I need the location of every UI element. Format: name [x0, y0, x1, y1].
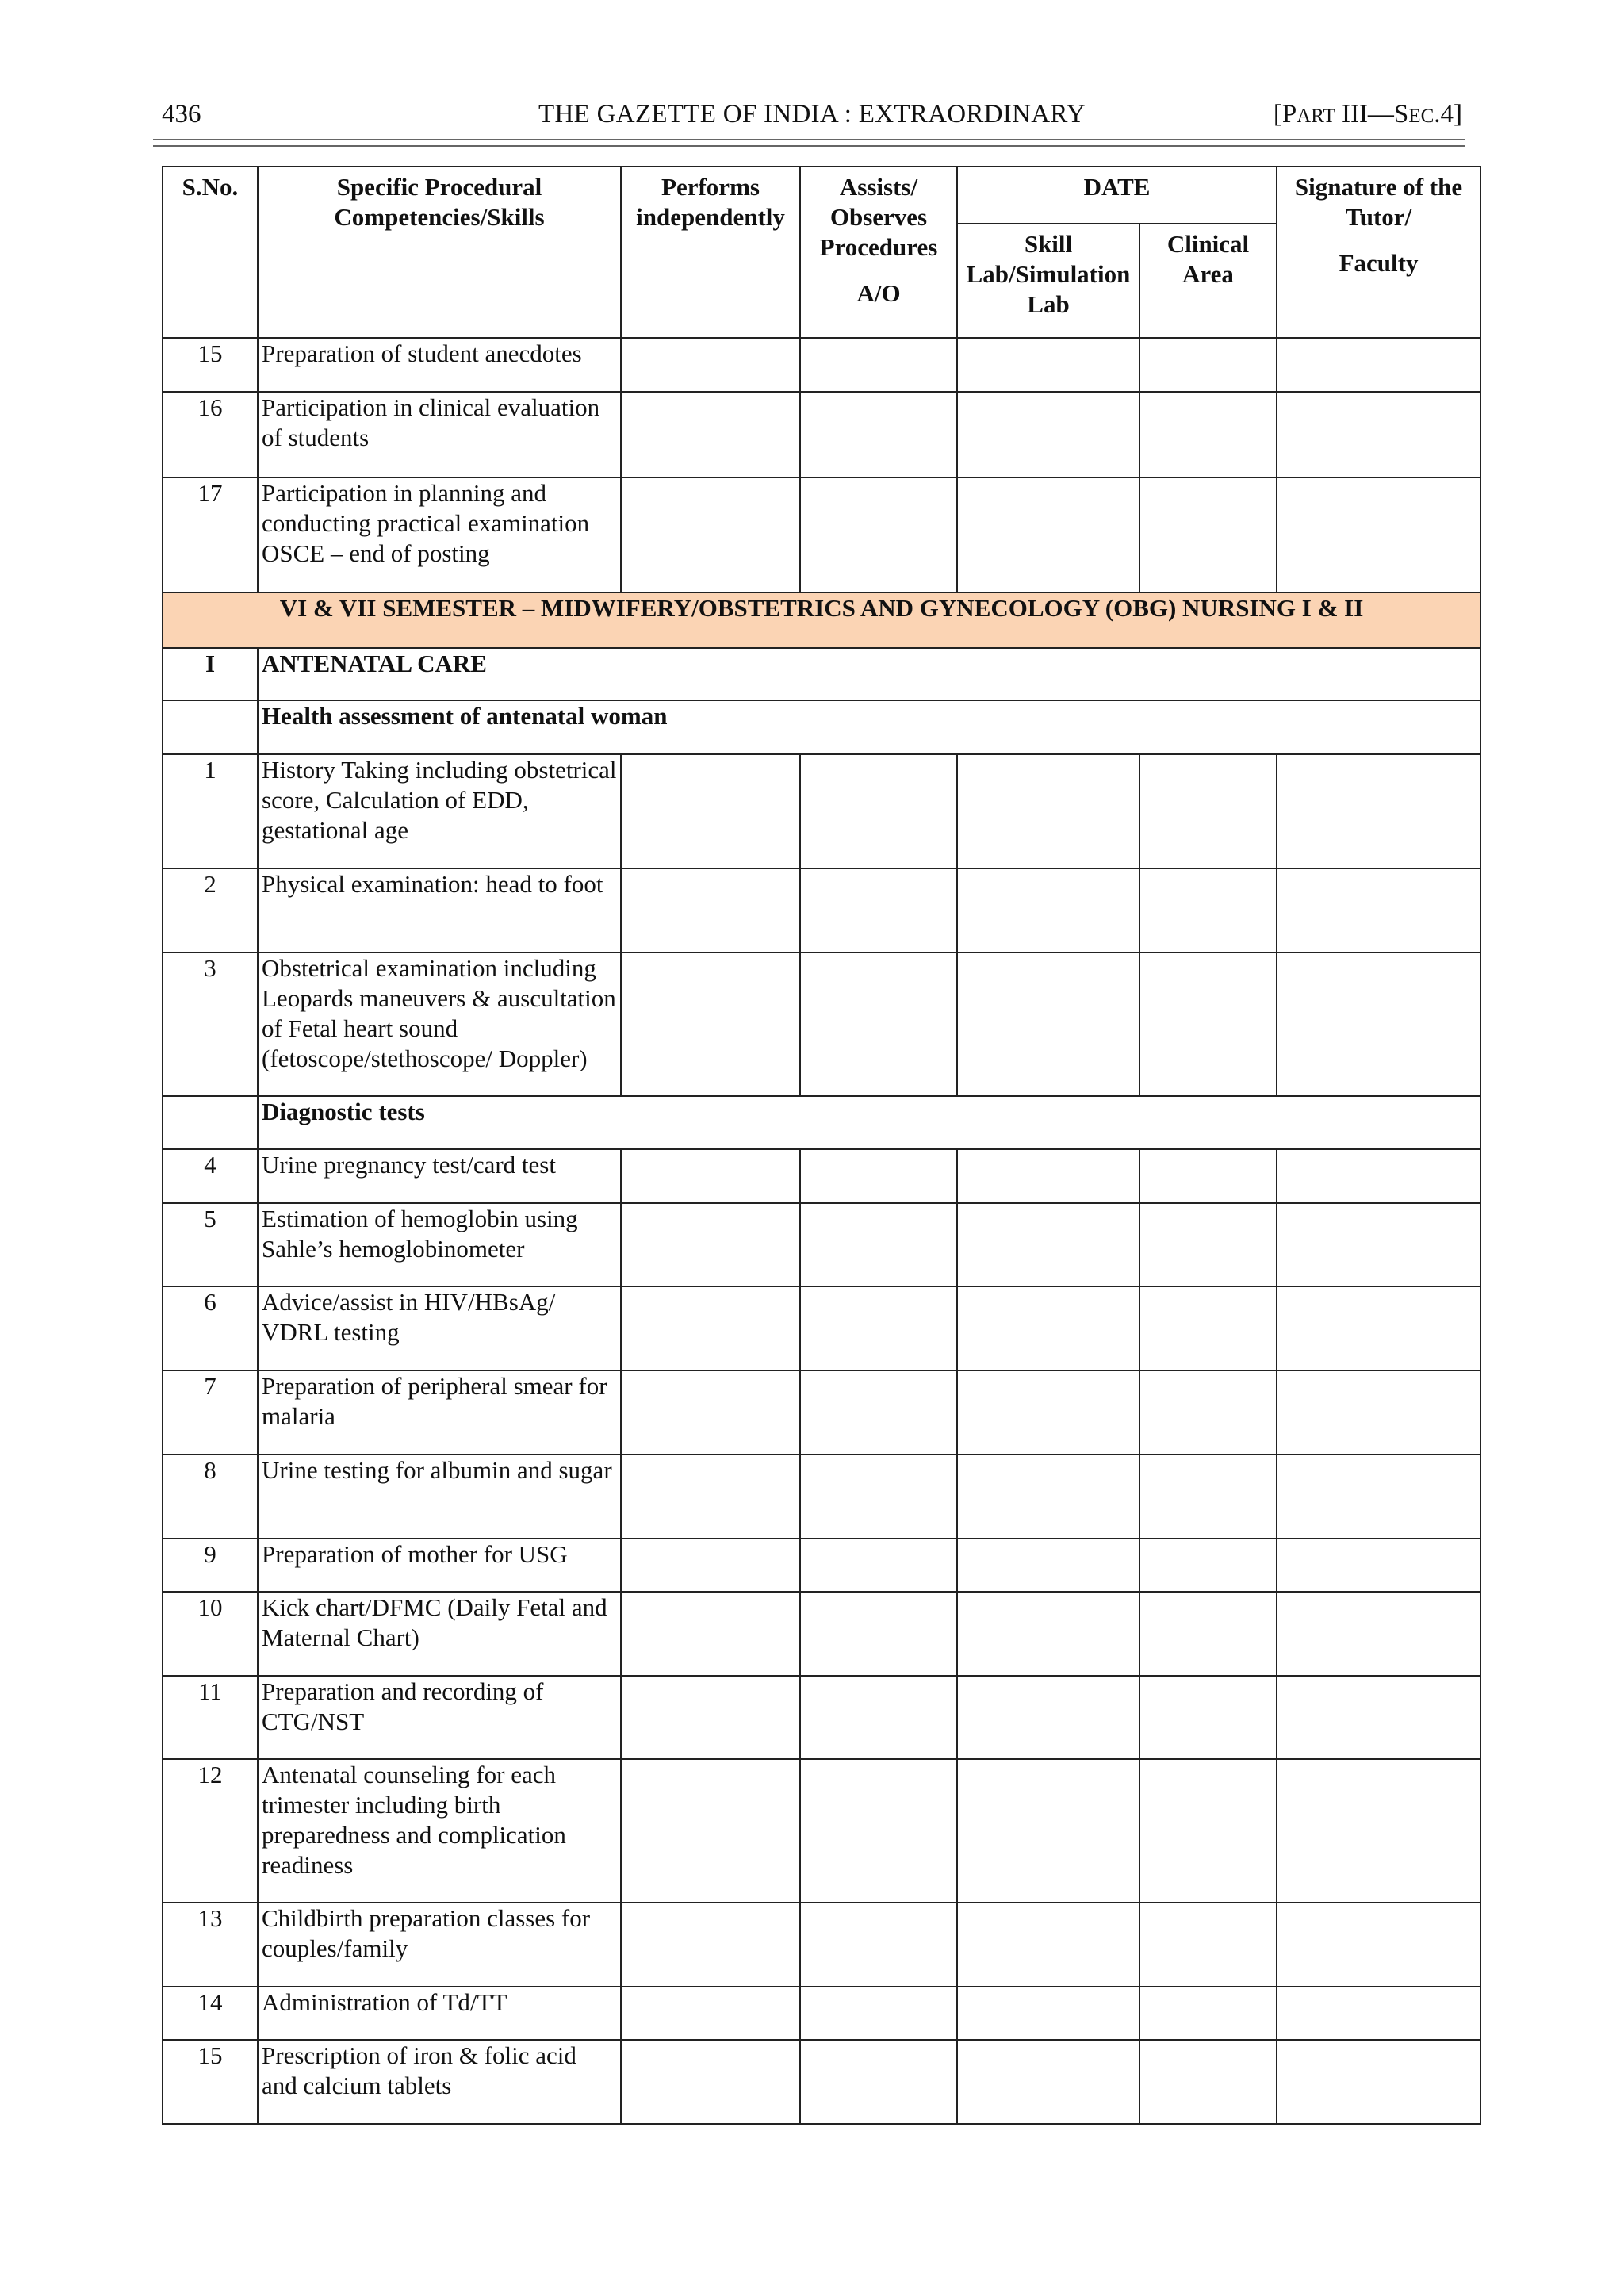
row-skill: Participation in planning and conducting practical examination OSCE – end of posting: [258, 477, 621, 592]
clinical-date-cell[interactable]: [1139, 1455, 1277, 1539]
table-row: [163, 754, 1480, 868]
assists-cell[interactable]: [800, 392, 957, 477]
assists-cell[interactable]: [800, 868, 957, 953]
table-row: [163, 338, 1480, 392]
subheading-row: [163, 700, 1480, 754]
clinical-date-cell[interactable]: [1139, 1149, 1277, 1203]
table-row: [163, 1676, 1480, 1759]
assists-cell[interactable]: [800, 338, 957, 392]
clinical-date-cell[interactable]: [1139, 338, 1277, 392]
performs-cell[interactable]: [621, 1286, 800, 1370]
assists-cell[interactable]: [800, 2040, 957, 2124]
table-row: [163, 1539, 1480, 1592]
assists-cell[interactable]: [800, 1987, 957, 2040]
row-skill: Preparation of peripheral smear for malaria: [258, 1370, 621, 1455]
signature-cell[interactable]: [1277, 754, 1480, 868]
row-skill: Estimation of hemoglobin using Sahle’s hemoglobinometer: [258, 1203, 621, 1286]
competency-table: [162, 166, 1481, 2125]
performs-cell[interactable]: [621, 1903, 800, 1987]
skill-lab-date-cell[interactable]: [957, 2040, 1139, 2124]
row-sno: 2: [163, 868, 258, 953]
subheading-row: [163, 1096, 1480, 1149]
table-row: [163, 1903, 1480, 1987]
signature-cell[interactable]: [1277, 1987, 1480, 2040]
empty-sno-cell: [163, 1096, 258, 1149]
signature-cell[interactable]: [1277, 1676, 1480, 1759]
row-sno: 7: [163, 1370, 258, 1455]
clinical-date-cell[interactable]: [1139, 953, 1277, 1096]
performs-cell[interactable]: [621, 392, 800, 477]
skill-lab-date-cell[interactable]: [957, 1455, 1139, 1539]
row-skill: Participation in clinical evaluation of students: [258, 392, 621, 477]
skill-lab-date-cell[interactable]: [957, 953, 1139, 1096]
performs-cell[interactable]: [621, 1676, 800, 1759]
table-row: [163, 1592, 1480, 1676]
assists-cell[interactable]: [800, 1149, 957, 1203]
col-clinical-header: Clinical Area: [1139, 224, 1277, 338]
row-sno: 1: [163, 754, 258, 868]
row-sno: 6: [163, 1286, 258, 1370]
clinical-date-cell[interactable]: [1139, 1370, 1277, 1455]
skill-lab-date-cell[interactable]: [957, 1759, 1139, 1903]
performs-cell[interactable]: [621, 1539, 800, 1592]
row-sno: 14: [163, 1987, 258, 2040]
table-row: [163, 1370, 1480, 1455]
subheading: Diagnostic tests: [258, 1096, 1480, 1149]
part-section-label: [PART III—SEC.4]: [1273, 100, 1462, 128]
col-skill-lab-header: Skill Lab/Simulation Lab: [957, 224, 1139, 338]
performs-cell[interactable]: [621, 1203, 800, 1286]
skill-lab-date-cell[interactable]: [957, 1987, 1139, 2040]
col-performs-header: Performs independently: [621, 167, 800, 338]
signature-cell[interactable]: [1277, 2040, 1480, 2124]
col-sno-header: S.No.: [163, 167, 258, 338]
skill-lab-date-cell[interactable]: [957, 1203, 1139, 1286]
assists-cell[interactable]: [800, 1286, 957, 1370]
clinical-date-cell[interactable]: [1139, 2040, 1277, 2124]
signature-cell[interactable]: [1277, 1149, 1480, 1203]
section-title: VI & VII SEMESTER – MIDWIFERY/OBSTETRICS AND GYNECOLOGY (OBG) NURSING I & II: [163, 592, 1480, 648]
row-sno: 3: [163, 953, 258, 1096]
row-skill: Prescription of iron & folic acid and calcium tablets: [258, 2040, 621, 2124]
row-skill: Obstetrical examination including Leopards maneuvers & auscultation of Fetal heart sound (fetoscope/stethoscope/ Doppler): [258, 953, 621, 1096]
row-skill: Preparation and recording of CTG/NST: [258, 1676, 621, 1759]
signature-cell[interactable]: [1277, 1370, 1480, 1455]
table-row: [163, 1203, 1480, 1286]
skill-lab-date-cell[interactable]: [957, 392, 1139, 477]
skill-lab-date-cell[interactable]: [957, 338, 1139, 392]
row-sno: 16: [163, 392, 258, 477]
section-row: [163, 592, 1480, 648]
clinical-date-cell[interactable]: [1139, 392, 1277, 477]
assists-cell[interactable]: [800, 1455, 957, 1539]
clinical-date-cell[interactable]: [1139, 1592, 1277, 1676]
performs-cell[interactable]: [621, 1455, 800, 1539]
row-skill: Childbirth preparation classes for couples/family: [258, 1903, 621, 1987]
clinical-date-cell[interactable]: [1139, 477, 1277, 592]
clinical-date-cell[interactable]: [1139, 1987, 1277, 2040]
clinical-date-cell[interactable]: [1139, 1286, 1277, 1370]
assists-cell[interactable]: [800, 953, 957, 1096]
clinical-date-cell[interactable]: [1139, 868, 1277, 953]
performs-cell[interactable]: [621, 2040, 800, 2124]
row-skill: History Taking including obstetrical score, Calculation of EDD, gestational age: [258, 754, 621, 868]
row-sno: 5: [163, 1203, 258, 1286]
signature-cell[interactable]: [1277, 1286, 1480, 1370]
table-row: [163, 1759, 1480, 1903]
gazette-title: THE GAZETTE OF INDIA : EXTRAORDINARY: [538, 100, 1086, 128]
row-sno: 11: [163, 1676, 258, 1759]
signature-cell[interactable]: [1277, 868, 1480, 953]
performs-cell[interactable]: [621, 338, 800, 392]
skill-lab-date-cell[interactable]: [957, 868, 1139, 953]
assists-cell[interactable]: [800, 754, 957, 868]
signature-cell[interactable]: [1277, 477, 1480, 592]
signature-cell[interactable]: [1277, 338, 1480, 392]
table-row: [163, 392, 1480, 477]
clinical-date-cell[interactable]: [1139, 1903, 1277, 1987]
table-row: [163, 1286, 1480, 1370]
performs-cell[interactable]: [621, 953, 800, 1096]
signature-cell[interactable]: [1277, 1759, 1480, 1903]
page-number: 436: [162, 100, 201, 128]
skill-lab-date-cell[interactable]: [957, 1286, 1139, 1370]
row-skill: Preparation of mother for USG: [258, 1539, 621, 1592]
col-date-header: DATE: [957, 167, 1277, 224]
clinical-date-cell[interactable]: [1139, 1203, 1277, 1286]
row-sno: 9: [163, 1539, 258, 1592]
signature-cell[interactable]: [1277, 953, 1480, 1096]
row-sno: 15: [163, 2040, 258, 2124]
performs-cell[interactable]: [621, 1759, 800, 1903]
col-skills-header: Specific Procedural Competencies/Skills: [258, 167, 621, 338]
performs-cell[interactable]: [621, 1370, 800, 1455]
signature-cell[interactable]: [1277, 1903, 1480, 1987]
header-rule-top: [153, 139, 1465, 140]
assists-cell[interactable]: [800, 1539, 957, 1592]
header-rule-bottom: [153, 145, 1465, 147]
row-skill: Advice/assist in HIV/HBsAg/ VDRL testing: [258, 1286, 621, 1370]
row-skill: Urine pregnancy test/card test: [258, 1149, 621, 1203]
skill-lab-date-cell[interactable]: [957, 1539, 1139, 1592]
performs-cell[interactable]: [621, 1149, 800, 1203]
signature-cell[interactable]: [1277, 1203, 1480, 1286]
assists-cell[interactable]: [800, 1676, 957, 1759]
assists-cell[interactable]: [800, 1592, 957, 1676]
clinical-date-cell[interactable]: [1139, 1759, 1277, 1903]
skill-lab-date-cell[interactable]: [957, 1149, 1139, 1203]
row-skill: Preparation of student anecdotes: [258, 338, 621, 392]
row-sno: 17: [163, 477, 258, 592]
row-sno: 13: [163, 1903, 258, 1987]
unit-number: I: [163, 648, 258, 700]
clinical-date-cell[interactable]: [1139, 754, 1277, 868]
row-skill: Physical examination: head to foot: [258, 868, 621, 953]
col-signature-header: Signature of the Tutor/ Faculty: [1277, 167, 1480, 338]
row-sno: 4: [163, 1149, 258, 1203]
signature-cell[interactable]: [1277, 1539, 1480, 1592]
table-row: [163, 1455, 1480, 1539]
table-row: [163, 1149, 1480, 1203]
signature-cell[interactable]: [1277, 1455, 1480, 1539]
assists-cell[interactable]: [800, 1203, 957, 1286]
performs-cell[interactable]: [621, 477, 800, 592]
signature-cell[interactable]: [1277, 1592, 1480, 1676]
skill-lab-date-cell[interactable]: [957, 1592, 1139, 1676]
row-skill: Antenatal counseling for each trimester including birth preparedness and complication readiness: [258, 1759, 621, 1903]
unit-title: ANTENATAL CARE: [258, 648, 1480, 700]
table-row: [163, 868, 1480, 953]
subheading: Health assessment of antenatal woman: [258, 700, 1480, 754]
row-skill: Urine testing for albumin and sugar: [258, 1455, 621, 1539]
empty-sno-cell: [163, 700, 258, 754]
performs-cell[interactable]: [621, 868, 800, 953]
signature-cell[interactable]: [1277, 392, 1480, 477]
assists-cell[interactable]: [800, 1759, 957, 1903]
skill-lab-date-cell[interactable]: [957, 1676, 1139, 1759]
skill-lab-date-cell[interactable]: [957, 477, 1139, 592]
row-sno: 8: [163, 1455, 258, 1539]
skill-lab-date-cell[interactable]: [957, 754, 1139, 868]
clinical-date-cell[interactable]: [1139, 1676, 1277, 1759]
unit-row: [163, 648, 1480, 700]
performs-cell[interactable]: [621, 754, 800, 868]
performs-cell[interactable]: [621, 1987, 800, 2040]
performs-cell[interactable]: [621, 1592, 800, 1676]
row-sno: 15: [163, 338, 258, 392]
table-row: [163, 1987, 1480, 2040]
assists-cell[interactable]: [800, 1370, 957, 1455]
table-header-row: [163, 167, 1480, 224]
table-row: [163, 477, 1480, 592]
row-sno: 12: [163, 1759, 258, 1903]
assists-cell[interactable]: [800, 477, 957, 592]
table-row: [163, 953, 1480, 1096]
clinical-date-cell[interactable]: [1139, 1539, 1277, 1592]
assists-cell[interactable]: [800, 1903, 957, 1987]
row-skill: Kick chart/DFMC (Daily Fetal and Maternal Chart): [258, 1592, 621, 1676]
table-row: [163, 2040, 1480, 2124]
row-sno: 10: [163, 1592, 258, 1676]
skill-lab-date-cell[interactable]: [957, 1903, 1139, 1987]
col-assists-header: Assists/ Observes Procedures A/O: [800, 167, 957, 338]
skill-lab-date-cell[interactable]: [957, 1370, 1139, 1455]
row-skill: Administration of Td/TT: [258, 1987, 621, 2040]
